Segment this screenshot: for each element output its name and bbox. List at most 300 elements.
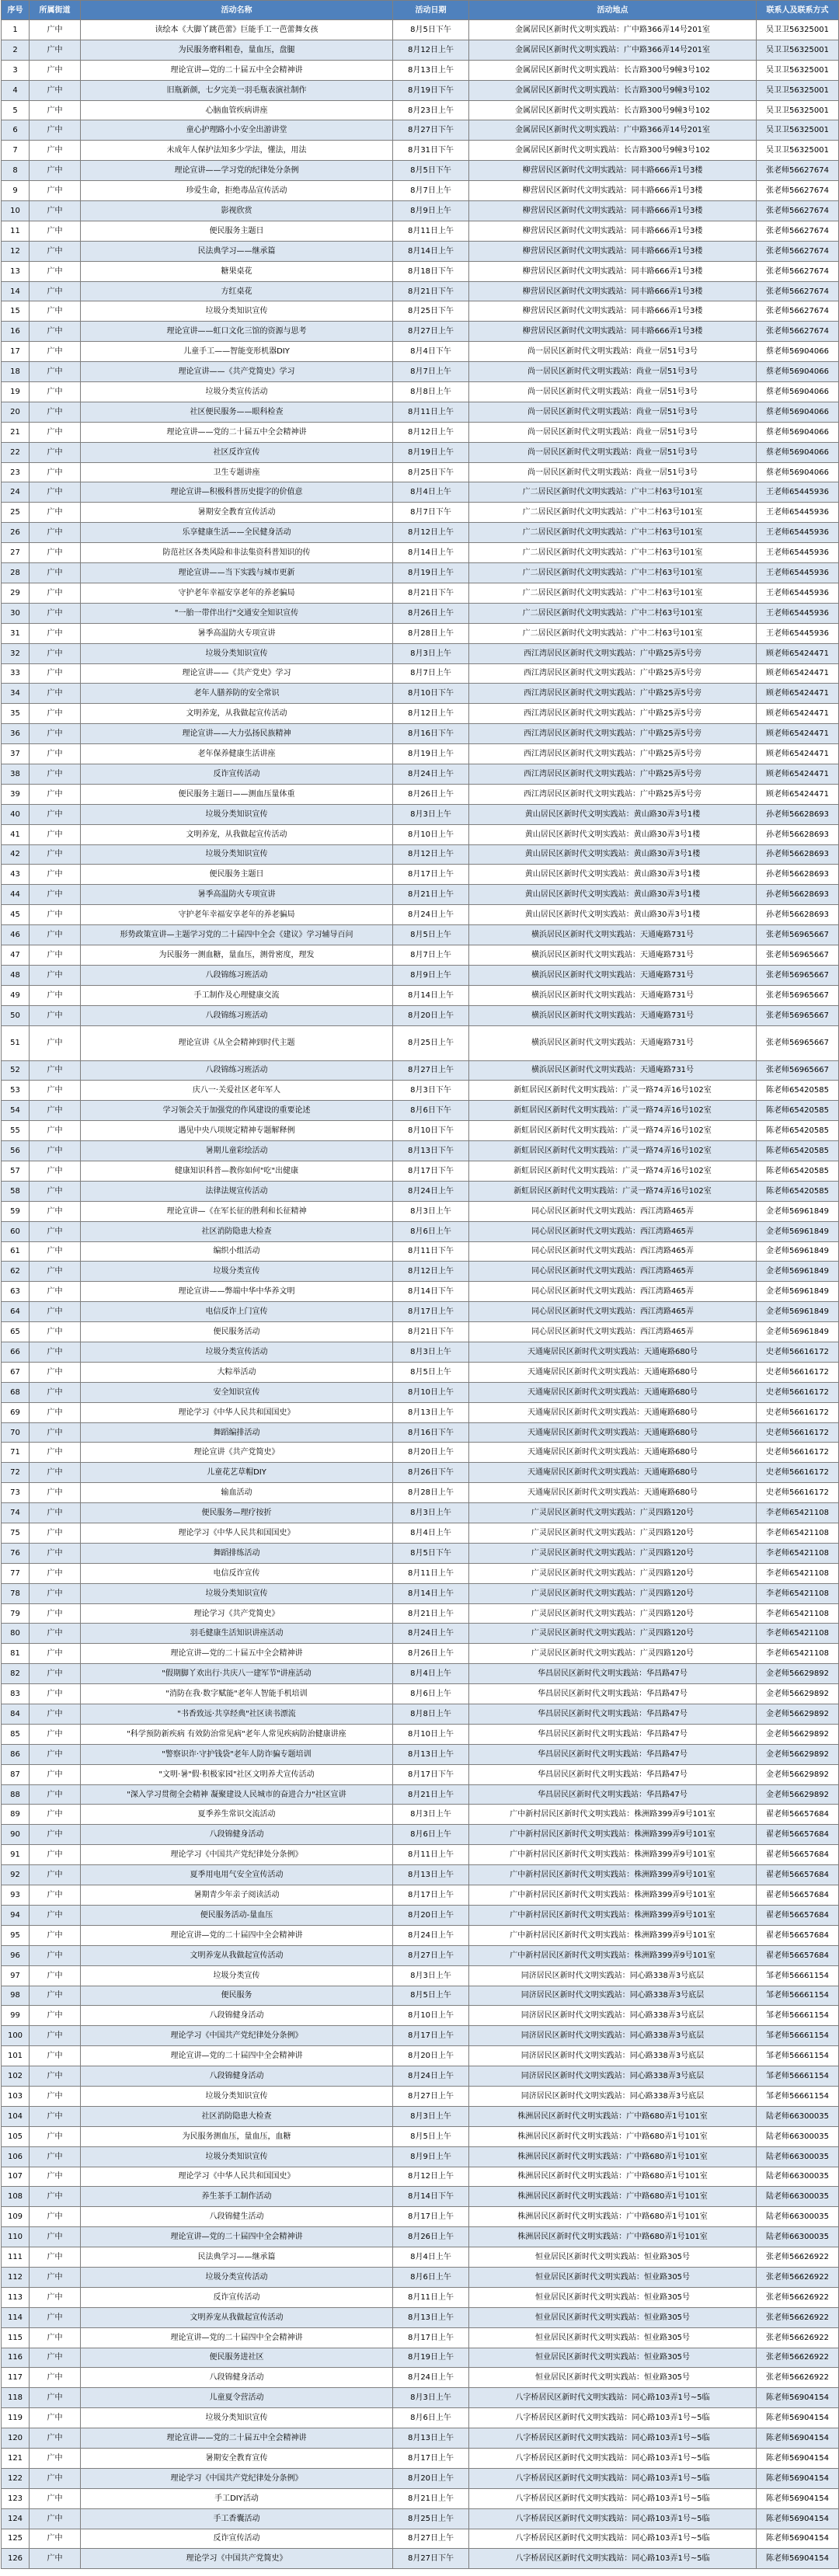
table-row	[2, 2468, 839, 2488]
cell-activity-date: 8月9日上午	[393, 965, 469, 985]
cell-activity-name: 垃圾分类知识宣传	[81, 1583, 393, 1603]
cell-activity-date: 8月3日上午	[393, 1805, 469, 1825]
cell-activity-date: 8月26日下午	[393, 1463, 469, 1483]
cell-activity-name: 为民服务磨料粗卷，量血压，盘腿	[81, 40, 393, 60]
cell-activity-name: 法律法规宣传活动	[81, 1181, 393, 1201]
cell-street: 广中	[30, 1624, 81, 1644]
cell-index: 68	[2, 1382, 30, 1402]
cell-street: 广中	[30, 2187, 81, 2207]
cell-index: 19	[2, 382, 30, 402]
cell-activity-date: 8月20日上午	[393, 1905, 469, 1925]
table-row	[2, 2247, 839, 2268]
cell-contact: 史老师56616172	[757, 1483, 839, 1503]
cell-contact: 张老师56627674	[757, 161, 839, 181]
cell-index: 1	[2, 20, 30, 40]
cell-street: 广中	[30, 1322, 81, 1342]
cell-contact: 张老师56626922	[757, 2247, 839, 2268]
cell-activity-date: 8月10日上午	[393, 2006, 469, 2026]
cell-contact: 陈老师65420585	[757, 1101, 839, 1121]
cell-activity-location: 横浜居民区新时代文明实践站：天通庵路731号	[469, 965, 757, 985]
cell-activity-date: 8月3日上午	[393, 2388, 469, 2408]
cell-activity-location: 广灵居民区新时代文明实践站：广灵四路120号	[469, 1644, 757, 1664]
cell-activity-date: 8月27日上午	[393, 2529, 469, 2549]
cell-activity-location: 天通庵居民区新时代文明实践站：天通庵路680号	[469, 1362, 757, 1382]
table-row	[2, 1664, 839, 1684]
cell-activity-location: 同济居民区新时代文明实践站：同心路338弄3号底层	[469, 2046, 757, 2066]
cell-activity-location: 尚一居民区新时代文明实践站：尚业一居51号3号	[469, 342, 757, 362]
cell-activity-name: 理论学习《中国共产党纪律处分条例》	[81, 2026, 393, 2046]
table-row	[2, 1986, 839, 2006]
table-row	[2, 201, 839, 221]
cell-activity-date: 8月3日上午	[393, 1201, 469, 1221]
cell-street: 广中	[30, 2287, 81, 2307]
cell-contact: 金老师56961849	[757, 1241, 839, 1262]
cell-contact: 史老师56616172	[757, 1382, 839, 1402]
cell-contact: 顾老师65424471	[757, 643, 839, 663]
cell-activity-date: 8月6日上午	[393, 1221, 469, 1241]
cell-contact: 陈老师56904154	[757, 2428, 839, 2449]
cell-activity-date: 8月13日上午	[393, 1402, 469, 1422]
table-row	[2, 1025, 839, 1060]
cell-activity-name: 理论学习《中国共产党简史》	[81, 2549, 393, 2569]
cell-index: 74	[2, 1503, 30, 1523]
cell-contact: 张老师56626922	[757, 2267, 839, 2287]
table-row	[2, 1965, 839, 1986]
cell-street: 广中	[30, 2348, 81, 2368]
table-row	[2, 1704, 839, 1725]
cell-activity-location: 华昌居民区新时代文明实践站：华昌路47号	[469, 1784, 757, 1805]
table-row	[2, 1925, 839, 1945]
cell-contact: 张老师56626922	[757, 2287, 839, 2307]
table-row	[2, 2187, 839, 2207]
cell-contact: 王老师65445936	[757, 482, 839, 503]
cell-index: 35	[2, 704, 30, 724]
cell-activity-date: 8月14日上午	[393, 985, 469, 1005]
cell-street: 广中	[30, 1764, 81, 1784]
cell-activity-name: 八段锦练习班活动	[81, 965, 393, 985]
cell-activity-location: 广中新村居民区新时代文明实践站：株洲路399弄9号101室	[469, 1825, 757, 1845]
cell-activity-name: 旧瓶新颜，七夕完美一羽毛瓶表演社制作	[81, 80, 393, 100]
cell-activity-name: 理论宣讲——《共产党简史》学习	[81, 362, 393, 382]
cell-index: 66	[2, 1342, 30, 1363]
table-row	[2, 241, 839, 261]
cell-index: 91	[2, 1845, 30, 1865]
cell-activity-date: 8月9日上午	[393, 201, 469, 221]
cell-index: 58	[2, 1181, 30, 1201]
table-row	[2, 1764, 839, 1784]
cell-index: 62	[2, 1262, 30, 1282]
cell-activity-name: 影视欣赏	[81, 201, 393, 221]
cell-street: 广中	[30, 1382, 81, 1402]
table-row	[2, 865, 839, 885]
cell-street: 广中	[30, 201, 81, 221]
cell-contact: 张老师56626922	[757, 2348, 839, 2368]
cell-street: 广中	[30, 2046, 81, 2066]
cell-activity-name: 文明养宠，从我做起宣传活动	[81, 704, 393, 724]
cell-activity-location: 金属居民区新时代文明实践站：长吉路300号9幢3号102	[469, 141, 757, 161]
cell-contact: 金老师56629892	[757, 1664, 839, 1684]
cell-activity-location: 尚一居民区新时代文明实践站：尚业一居51号3号	[469, 442, 757, 462]
cell-activity-date: 8月7日上午	[393, 362, 469, 382]
table-row	[2, 1101, 839, 1121]
cell-index: 125	[2, 2529, 30, 2549]
cell-street: 广中	[30, 1744, 81, 1764]
cell-activity-location: 柳营居民区新时代文明实践站：同丰路666弄1号3楼	[469, 181, 757, 201]
cell-contact: 翟老师56657684	[757, 1825, 839, 1845]
cell-activity-date: 8月27日下午	[393, 2549, 469, 2569]
cell-activity-location: 黄山居民区新时代文明实践站：黄山路30弄3号1楼	[469, 824, 757, 844]
cell-street: 广中	[30, 1825, 81, 1845]
table-row	[2, 422, 839, 442]
cell-activity-name: 输血活动	[81, 1483, 393, 1503]
cell-activity-date: 8月14日下午	[393, 1282, 469, 1302]
cell-street: 广中	[30, 583, 81, 603]
header-activity-date: 活动日期	[393, 1, 469, 20]
cell-activity-name: 手工DIY活动	[81, 2488, 393, 2508]
cell-index: 38	[2, 764, 30, 784]
cell-street: 广中	[30, 2086, 81, 2106]
cell-activity-location: 同济居民区新时代文明实践站：同心路338弄3号底层	[469, 1965, 757, 1986]
cell-activity-date: 8月17日下午	[393, 1161, 469, 1181]
table-row	[2, 161, 839, 181]
cell-activity-date: 8月20日上午	[393, 2046, 469, 2066]
table-row	[2, 1141, 839, 1161]
cell-activity-name: 理论宣讲——当下实践与城市更新	[81, 563, 393, 583]
cell-activity-name: 理论学习《共产党简史》	[81, 1603, 393, 1624]
cell-contact: 史老师56616172	[757, 1443, 839, 1463]
table-row	[2, 1523, 839, 1544]
cell-street: 广中	[30, 844, 81, 865]
cell-activity-name: 为民服务一测血糖，量血压，测骨密度，理发	[81, 945, 393, 965]
cell-contact: 邹老师56661154	[757, 2046, 839, 2066]
cell-street: 广中	[30, 2307, 81, 2327]
cell-activity-location: 金属居民区新时代文明实践站：广中路366弄14号201室	[469, 20, 757, 40]
cell-street: 广中	[30, 1965, 81, 1986]
cell-activity-date: 8月8日上午	[393, 1704, 469, 1725]
table-row	[2, 1805, 839, 1825]
cell-activity-name: 文明养宠，从我做起宣传活动	[81, 824, 393, 844]
cell-activity-location: 广中新村居民区新时代文明实践站：株洲路399弄9号101室	[469, 1845, 757, 1865]
table-row	[2, 2106, 839, 2126]
cell-index: 5	[2, 100, 30, 120]
cell-activity-name: 理论宣讲—《在军长征的胜利和长征精神	[81, 1201, 393, 1221]
cell-contact: 史老师56616172	[757, 1422, 839, 1443]
cell-activity-name: 理论学习《中国共产党纪律处分条例》	[81, 1845, 393, 1865]
cell-activity-location: 黄山居民区新时代文明实践站：黄山路30弄3号1楼	[469, 885, 757, 905]
cell-street: 广中	[30, 2146, 81, 2167]
cell-index: 101	[2, 2046, 30, 2066]
cell-activity-name: 理论宣讲《从全会精神到时代主题	[81, 1025, 393, 1060]
table-row	[2, 1784, 839, 1805]
cell-activity-location: 新虹居民区新时代文明实践站：广灵一路74弄16号102室	[469, 1081, 757, 1101]
cell-street: 广中	[30, 1262, 81, 1282]
table-row	[2, 2167, 839, 2187]
cell-contact: 史老师56616172	[757, 1342, 839, 1363]
cell-activity-location: 株洲居民区新时代文明实践站：广中路680弄1号101室	[469, 2167, 757, 2187]
cell-contact: 李老师65421108	[757, 1583, 839, 1603]
cell-activity-location: 柳营居民区新时代文明实践站：同丰路666弄1号3楼	[469, 322, 757, 342]
cell-index: 56	[2, 1141, 30, 1161]
cell-activity-date: 8月26日上午	[393, 2227, 469, 2247]
cell-street: 广中	[30, 402, 81, 422]
table-row	[2, 2146, 839, 2167]
cell-street: 广中	[30, 1362, 81, 1382]
cell-activity-date: 8月5日上午	[393, 1986, 469, 2006]
cell-activity-date: 8月31日下午	[393, 141, 469, 161]
cell-index: 37	[2, 744, 30, 764]
table-row	[2, 1362, 839, 1382]
cell-index: 34	[2, 684, 30, 704]
cell-activity-date: 8月5日上午	[393, 2126, 469, 2146]
cell-contact: 蔡老师56904066	[757, 362, 839, 382]
cell-street: 广中	[30, 503, 81, 523]
cell-activity-date: 8月20日上午	[393, 1005, 469, 1025]
cell-street: 广中	[30, 623, 81, 643]
cell-activity-name: 便民服务主题日	[81, 865, 393, 885]
cell-street: 广中	[30, 1241, 81, 1262]
table-row	[2, 342, 839, 362]
cell-activity-date: 8月5日下午	[393, 1543, 469, 1563]
cell-activity-location: 同心居民区新时代文明实践站：西江湾路465弄	[469, 1302, 757, 1322]
cell-contact: 邹老师56661154	[757, 2066, 839, 2087]
cell-activity-date: 8月17日上午	[393, 2207, 469, 2227]
table-row	[2, 704, 839, 724]
cell-activity-date: 8月3日上午	[393, 1503, 469, 1523]
cell-index: 89	[2, 1805, 30, 1825]
cell-activity-name: 垃圾分类知识宣传	[81, 301, 393, 322]
table-row	[2, 442, 839, 462]
cell-index: 83	[2, 1684, 30, 1704]
cell-activity-name: 大粽举活动	[81, 1362, 393, 1382]
cell-street: 广中	[30, 221, 81, 241]
cell-activity-location: 尚一居民区新时代文明实践站：尚业一居51号3号	[469, 382, 757, 402]
cell-contact: 顾老师65424471	[757, 764, 839, 784]
cell-activity-date: 8月24日上午	[393, 905, 469, 925]
cell-activity-date: 8月27日上午	[393, 2086, 469, 2106]
table-row	[2, 1603, 839, 1624]
cell-activity-location: 金属居民区新时代文明实践站：长吉路300号9幢3号102	[469, 60, 757, 80]
cell-activity-name: 便民服务活动-量血压	[81, 1905, 393, 1925]
cell-index: 21	[2, 422, 30, 442]
cell-activity-date: 8月24日上午	[393, 2368, 469, 2388]
cell-street: 广中	[30, 965, 81, 985]
cell-activity-date: 8月27日上午	[393, 1945, 469, 1965]
cell-activity-date: 8月14日上午	[393, 241, 469, 261]
table-row	[2, 2448, 839, 2468]
cell-contact: 翟老师56657684	[757, 1865, 839, 1885]
cell-activity-location: 西江湾居民区新时代文明实践站：广中路25弄5号旁	[469, 704, 757, 724]
cell-street: 广中	[30, 301, 81, 322]
cell-activity-name: 老年人膳养防的安全常识	[81, 684, 393, 704]
cell-contact: 张老师56627674	[757, 301, 839, 322]
cell-index: 102	[2, 2066, 30, 2087]
cell-activity-location: 广灵居民区新时代文明实践站：广灵四路120号	[469, 1583, 757, 1603]
table-row	[2, 2368, 839, 2388]
cell-contact: 陈老师65420585	[757, 1081, 839, 1101]
cell-activity-location: 天通庵居民区新时代文明实践站：天通庵路680号	[469, 1463, 757, 1483]
cell-activity-name: 舞蹈编排活动	[81, 1422, 393, 1443]
cell-activity-date: 8月10日上午	[393, 824, 469, 844]
cell-activity-date: 8月14日下午	[393, 2187, 469, 2207]
table-row	[2, 362, 839, 382]
cell-activity-location: 尚一居民区新时代文明实践站：尚业一居51号3号	[469, 402, 757, 422]
cell-contact: 孙老师56628693	[757, 844, 839, 865]
cell-activity-location: 八字桥居民区新时代文明实践站：同心路103弄1号~5临	[469, 2408, 757, 2428]
cell-activity-location: 广二居民区新时代文明实践站：广中二村63号101室	[469, 482, 757, 503]
cell-index: 70	[2, 1422, 30, 1443]
cell-activity-date: 8月25日下午	[393, 462, 469, 482]
table-row	[2, 603, 839, 623]
cell-activity-name: 社区反诈宣传	[81, 442, 393, 462]
table-row	[2, 543, 839, 563]
cell-activity-location: 横浜居民区新时代文明实践站：天通庵路731号	[469, 945, 757, 965]
cell-contact: 史老师56616172	[757, 1402, 839, 1422]
cell-activity-location: 恒业居民区新时代文明实践站：恒业路305号	[469, 2247, 757, 2268]
cell-street: 广中	[30, 945, 81, 965]
table-row	[2, 40, 839, 60]
table-row	[2, 623, 839, 643]
cell-activity-location: 广灵居民区新时代文明实践站：广灵四路120号	[469, 1624, 757, 1644]
cell-street: 广中	[30, 1986, 81, 2006]
cell-activity-location: 西江湾居民区新时代文明实践站：广中路25弄5号旁	[469, 744, 757, 764]
cell-activity-location: 同心居民区新时代文明实践站：西江湾路465弄	[469, 1322, 757, 1342]
cell-activity-location: 同济居民区新时代文明实践站：同心路338弄3号底层	[469, 2086, 757, 2106]
cell-activity-name: 便民服务	[81, 1986, 393, 2006]
table-row	[2, 2126, 839, 2146]
cell-activity-date: 8月21日下午	[393, 281, 469, 301]
cell-index: 126	[2, 2549, 30, 2569]
cell-contact: 张老师56627674	[757, 221, 839, 241]
cell-activity-location: 新虹居民区新时代文明实践站：广灵一路74弄16号102室	[469, 1121, 757, 1141]
table-row	[2, 482, 839, 503]
cell-activity-name: 乐享健康生活——全民健身活动	[81, 523, 393, 543]
cell-activity-name: 舞蹈排练活动	[81, 1543, 393, 1563]
table-row	[2, 1503, 839, 1523]
cell-activity-date: 8月5日上午	[393, 1362, 469, 1382]
cell-index: 60	[2, 1221, 30, 1241]
cell-street: 广中	[30, 1724, 81, 1744]
cell-activity-location: 西江湾居民区新时代文明实践站：广中路25弄5号旁	[469, 684, 757, 704]
table-row	[2, 2227, 839, 2247]
cell-index: 28	[2, 563, 30, 583]
cell-contact: 史老师56616172	[757, 1362, 839, 1382]
cell-street: 广中	[30, 141, 81, 161]
cell-contact: 张老师56627674	[757, 201, 839, 221]
cell-index: 117	[2, 2368, 30, 2388]
cell-activity-location: 天通庵居民区新时代文明实践站：天通庵路680号	[469, 1443, 757, 1463]
cell-contact: 陈老师56904154	[757, 2529, 839, 2549]
cell-contact: 李老师65421108	[757, 1523, 839, 1544]
cell-activity-name: 垃圾分类宣传活动	[81, 382, 393, 402]
cell-contact: 陈老师56904154	[757, 2388, 839, 2408]
cell-activity-date: 8月12日上午	[393, 844, 469, 865]
cell-activity-date: 8月6日上午	[393, 2267, 469, 2287]
cell-activity-name: 便民服务进社区	[81, 2348, 393, 2368]
cell-contact: 顾老师65424471	[757, 663, 839, 684]
cell-activity-name: 读绘本《大脚丫跳芭蕾》巨能手工一芭蕾舞女孩	[81, 20, 393, 40]
cell-street: 广中	[30, 2267, 81, 2287]
cell-activity-location: 广中新村居民区新时代文明实践站：株洲路399弄9号101室	[469, 1865, 757, 1885]
cell-activity-name: "消防在我·数字赋能"老年人智能手机培训	[81, 1684, 393, 1704]
table-row	[2, 1322, 839, 1342]
cell-activity-date: 8月21日上午	[393, 2488, 469, 2508]
cell-contact: 邹老师56661154	[757, 2006, 839, 2026]
cell-street: 广中	[30, 181, 81, 201]
cell-street: 广中	[30, 804, 81, 824]
cell-activity-name: 夏季养生常识交流活动	[81, 1805, 393, 1825]
cell-activity-name: 反诈宣传活动	[81, 764, 393, 784]
table-row	[2, 744, 839, 764]
table-row	[2, 1583, 839, 1603]
cell-street: 广中	[30, 1805, 81, 1825]
table-row	[2, 1201, 839, 1221]
cell-contact: 张老师56965667	[757, 1060, 839, 1081]
cell-contact: 张老师56965667	[757, 985, 839, 1005]
cell-activity-name: 未成年人保护法知多少学法，懂法，用法	[81, 141, 393, 161]
table-row	[2, 2046, 839, 2066]
cell-activity-location: 新虹居民区新时代文明实践站：广灵一路74弄16号102室	[469, 1181, 757, 1201]
cell-activity-location: 黄山居民区新时代文明实践站：黄山路30弄3号1楼	[469, 905, 757, 925]
cell-activity-date: 8月12日上午	[393, 40, 469, 60]
cell-activity-name: 理论宣讲——党的二十届五中全会精神讲	[81, 422, 393, 442]
table-row	[2, 2549, 839, 2569]
table-row	[2, 402, 839, 422]
table-row	[2, 965, 839, 985]
cell-activity-name: 形势政策宣讲—主题学习党的二十届四中全会《建议》学习辅导百问	[81, 925, 393, 945]
table-row	[2, 1262, 839, 1282]
cell-index: 116	[2, 2348, 30, 2368]
cell-activity-date: 8月6日下午	[393, 1101, 469, 1121]
table-row	[2, 1302, 839, 1322]
cell-activity-date: 8月25日上午	[393, 2508, 469, 2529]
cell-contact: 邹老师56661154	[757, 1965, 839, 1986]
cell-index: 75	[2, 1523, 30, 1544]
cell-street: 广中	[30, 684, 81, 704]
cell-contact: 孙老师56628693	[757, 824, 839, 844]
cell-activity-name: 珍爱生命，拒绝毒品宣传活动	[81, 181, 393, 201]
cell-activity-date: 8月12日上午	[393, 422, 469, 442]
table-row	[2, 1060, 839, 1081]
table-row	[2, 1825, 839, 1845]
cell-contact: 王老师65445936	[757, 623, 839, 643]
cell-activity-date: 8月17日上午	[393, 2448, 469, 2468]
cell-activity-date: 8月10日下午	[393, 684, 469, 704]
cell-activity-date: 8月27日上午	[393, 1060, 469, 1081]
cell-street: 广中	[30, 663, 81, 684]
cell-activity-date: 8月11日上午	[393, 1563, 469, 1583]
cell-street: 广中	[30, 241, 81, 261]
cell-street: 广中	[30, 885, 81, 905]
cell-index: 65	[2, 1322, 30, 1342]
cell-index: 40	[2, 804, 30, 824]
table-row	[2, 824, 839, 844]
cell-index: 43	[2, 865, 30, 885]
cell-activity-location: 横浜居民区新时代文明实践站：天通庵路731号	[469, 985, 757, 1005]
cell-activity-location: 华昌居民区新时代文明实践站：华昌路47号	[469, 1704, 757, 1725]
cell-activity-date: 8月6日上午	[393, 1684, 469, 1704]
cell-activity-name: 安全知识宣传	[81, 1382, 393, 1402]
cell-street: 广中	[30, 20, 81, 40]
cell-activity-location: 柳营居民区新时代文明实践站：同丰路666弄1号3楼	[469, 221, 757, 241]
cell-index: 82	[2, 1664, 30, 1684]
cell-activity-name: 暑期青少年亲子阅读活动	[81, 1885, 393, 1906]
cell-activity-location: 株洲居民区新时代文明实践站：广中路680弄1号101室	[469, 2187, 757, 2207]
cell-index: 115	[2, 2327, 30, 2348]
cell-activity-location: 八字桥居民区新时代文明实践站：同心路103弄1号~5临	[469, 2549, 757, 2569]
cell-activity-date: 8月13日上午	[393, 60, 469, 80]
table-row	[2, 1422, 839, 1443]
cell-activity-location: 天通庵居民区新时代文明实践站：天通庵路680号	[469, 1422, 757, 1443]
